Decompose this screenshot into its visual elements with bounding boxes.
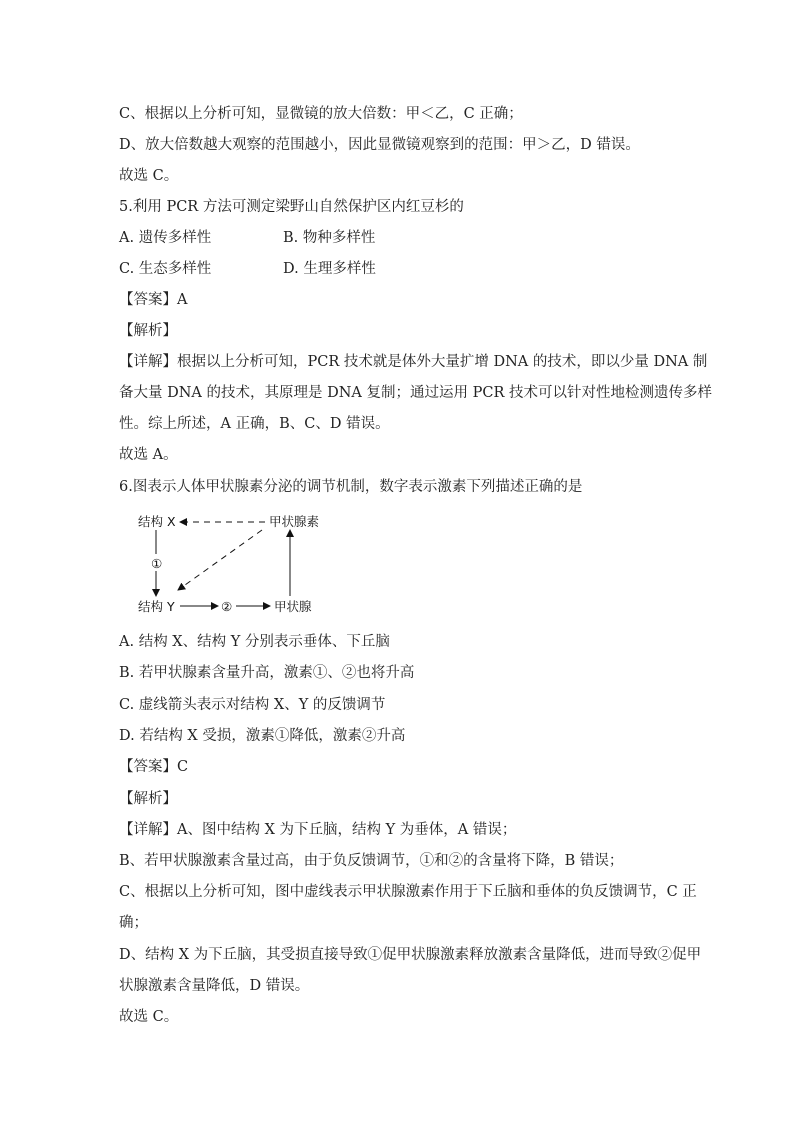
text-line: D、放大倍数越大观察的范围越小，因此显微镜观察到的范围：甲＞乙，D 错误。 <box>119 137 640 153</box>
q6-explanation-line: 确； <box>119 915 148 931</box>
q6-explanation-line: D、结构 X 为下丘脑，其受损直接导致①促甲状腺激素释放激素含量降低，进而导致②促甲 <box>119 947 702 963</box>
q6-explanation-line: C、根据以上分析可知，图中虚线表示甲状腺激素作用于下丘脑和垂体的负反馈调节，C 正 <box>119 884 697 900</box>
dashed-feedback-arrow-to-y <box>178 530 262 590</box>
q5-option-c: C. 生态多样性 <box>119 261 212 277</box>
hormone-2-label: ② <box>221 599 233 614</box>
text-line: C、根据以上分析可知，显微镜的放大倍数：甲＜乙，C 正确； <box>119 106 523 122</box>
question-6-stem: 6.图表示人体甲状腺素分泌的调节机制，数字表示激素下列描述正确的是 <box>119 479 583 495</box>
question-5-stem: 5.利用 PCR 方法可测定梁野山自然保护区内红豆杉的 <box>119 199 464 215</box>
q5-explanation-line: 备大量 DNA 的技术，其原理是 DNA 复制；通过运用 PCR 技术可以针对性地检测遗传多样 <box>119 385 712 401</box>
q6-explanation-line: 【详解】A、图中结构 X 为下丘脑，结构 Y 为垂体，A 错误； <box>119 822 517 838</box>
structure-y-label: 结构 Y <box>138 599 175 614</box>
structure-x-label: 结构 X <box>138 514 176 529</box>
text-line: 故选 C。 <box>119 168 179 184</box>
thyroxine-label: 甲状腺素 <box>269 514 320 529</box>
q5-analysis-heading: 【解析】 <box>119 323 177 339</box>
q5-explanation-line: 性。综上所述，A 正确，B、C、D 错误。 <box>119 416 390 432</box>
thyroid-label: 甲状腺 <box>274 599 312 614</box>
q6-explanation-line: B、若甲状腺激素含量过高，由于负反馈调节，①和②的含量将下降，B 错误； <box>119 853 624 869</box>
q6-option-d: D. 若结构 X 受损，激素①降低，激素②升高 <box>119 728 406 744</box>
q6-explanation-line: 状腺激素含量降低，D 错误。 <box>119 978 310 994</box>
q6-option-a: A. 结构 X、结构 Y 分别表示垂体、下丘脑 <box>119 634 390 650</box>
q5-option-a: A. 遗传多样性 <box>119 230 212 246</box>
q6-option-b: B. 若甲状腺素含量升高，激素①、②也将升高 <box>119 665 415 681</box>
q5-option-b: B. 物种多样性 <box>283 230 376 246</box>
q5-conclusion: 故选 A。 <box>119 447 178 463</box>
q6-analysis-heading: 【解析】 <box>119 791 177 807</box>
q5-answer: 【答案】A <box>119 292 188 308</box>
q5-explanation-line: 【详解】根据以上分析可知，PCR 技术就是体外大量扩增 DNA 的技术，即以少量 DNA 制 <box>119 354 708 370</box>
q6-conclusion: 故选 C。 <box>119 1009 179 1025</box>
q5-option-d: D. 生理多样性 <box>283 261 376 277</box>
q6-answer: 【答案】C <box>119 759 189 775</box>
q6-option-c: C. 虚线箭头表示对结构 X、Y 的反馈调节 <box>119 697 386 713</box>
hormone-1-label: ① <box>151 556 163 571</box>
thyroid-regulation-diagram <box>130 508 340 620</box>
